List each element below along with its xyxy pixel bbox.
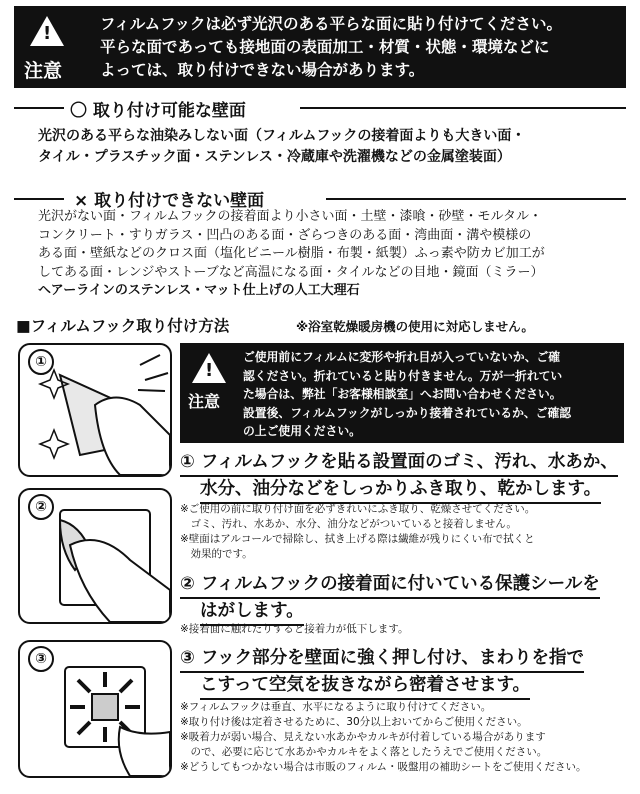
- step1-number: ①: [28, 349, 54, 375]
- inner-warning-box: [180, 343, 624, 443]
- warning-icon-inner: !: [192, 353, 226, 383]
- howto-note: ※浴室乾燥暖房機の使用に対応しません。: [296, 319, 534, 334]
- inner-warning-label: 注意: [188, 392, 221, 411]
- ng-text: 光沢がない面・フィルムフックの接着面より小さい面・土壁・漆喰・砂壁・モルタル・ コンクリート・すりガラス・凹凸のある面・ざらつきのある面・湾曲面・溝や模様の ある面・壁紙などのクロス面（塩化ビニール樹脂・布製・紙製）ふっ素や防カビ加工が してある面・レンジやストーブなど高温になる面・タイルなどの目地・鏡面（ミラー） ヘアーラインのステンレス・マット仕上げの人工大理石: [38, 209, 545, 298]
- step1-notes: ※ご使用の前に取り付け面を必ずきれいにふき取り、乾燥させてください。 ゴミ、汚れ、水あか、水分、油分などがついていると接着しません。 ※壁面はアルコールで掃除し、拭き上げる際は繊維が残りにくい布で拭くと 効果的です。: [180, 503, 536, 560]
- warning-icon: !: [30, 16, 64, 46]
- ok-divider-right: [300, 107, 626, 109]
- inner-warning-text: ご使用前にフィルムに変形や折れ目が入っていないか、ご確 認ください。折れていると貼り付きません。万が一折れてい た場合は、弊社「お客様相談室」へお問い合わせください。 設置後、フィルムフックがしっかり接着されているか、ご確認 の上ご使用ください。: [243, 350, 572, 438]
- top-warning-text: フィルムフックは必ず光沢のある平らな面に貼り付けてください。 平らな面であっても接地面の表面加工・材質・状態・環境などに よっては、取り付けできない場合があります。: [100, 15, 563, 79]
- step3-number: ③: [28, 646, 54, 672]
- top-warning-box: [14, 6, 626, 88]
- step2-title: ② フィルムフックの接着面に付いている保護シールを はがします。: [180, 572, 600, 626]
- ok-heading: 〇 取り付け可能な壁面: [70, 101, 246, 121]
- ng-divider-right: [326, 198, 626, 200]
- top-warning-label: 注意: [24, 60, 63, 82]
- step2-number: ②: [28, 494, 54, 520]
- ok-divider-left: [14, 107, 64, 109]
- step3-notes: ※フィルムフックは垂直、水平になるように取り付けてください。 ※取り付け後は定着させるために、30分以上おいてからご使用ください。 ※吸着力が弱い場合、見えない水あかやカルキが付着している場合があります ので、必要に応じて水あかやカルキをよく落としたうえでご使用ください。 ※どうしてもつかない場合は市販のフィルム・吸盤用の補助シートをご使用ください。: [180, 701, 587, 773]
- step1-title: ① フィルムフックを貼る設置面のゴミ、汚れ、水あか、 水分、油分などをしっかりふき取り、乾かします。: [180, 450, 618, 504]
- step3-title: ③ フック部分を壁面に強く押し付け、まわりを指で こすって空気を抜きながら密着させます。: [180, 646, 584, 700]
- ng-divider-left: [14, 198, 64, 200]
- ok-text: 光沢のある平らな油染みしない面（フィルムフックの接着面よりも大きい面・ タイル・プラスチック面・ステンレス・冷蔵庫や洗濯機などの金属塗装面）: [38, 128, 526, 165]
- howto-title: ■フィルムフック取り付け方法: [16, 317, 230, 335]
- step2-notes: ※接着面に触れたりすると接着力が低下します。: [180, 623, 409, 635]
- ng-heading: × 取り付けできない壁面: [74, 191, 265, 211]
